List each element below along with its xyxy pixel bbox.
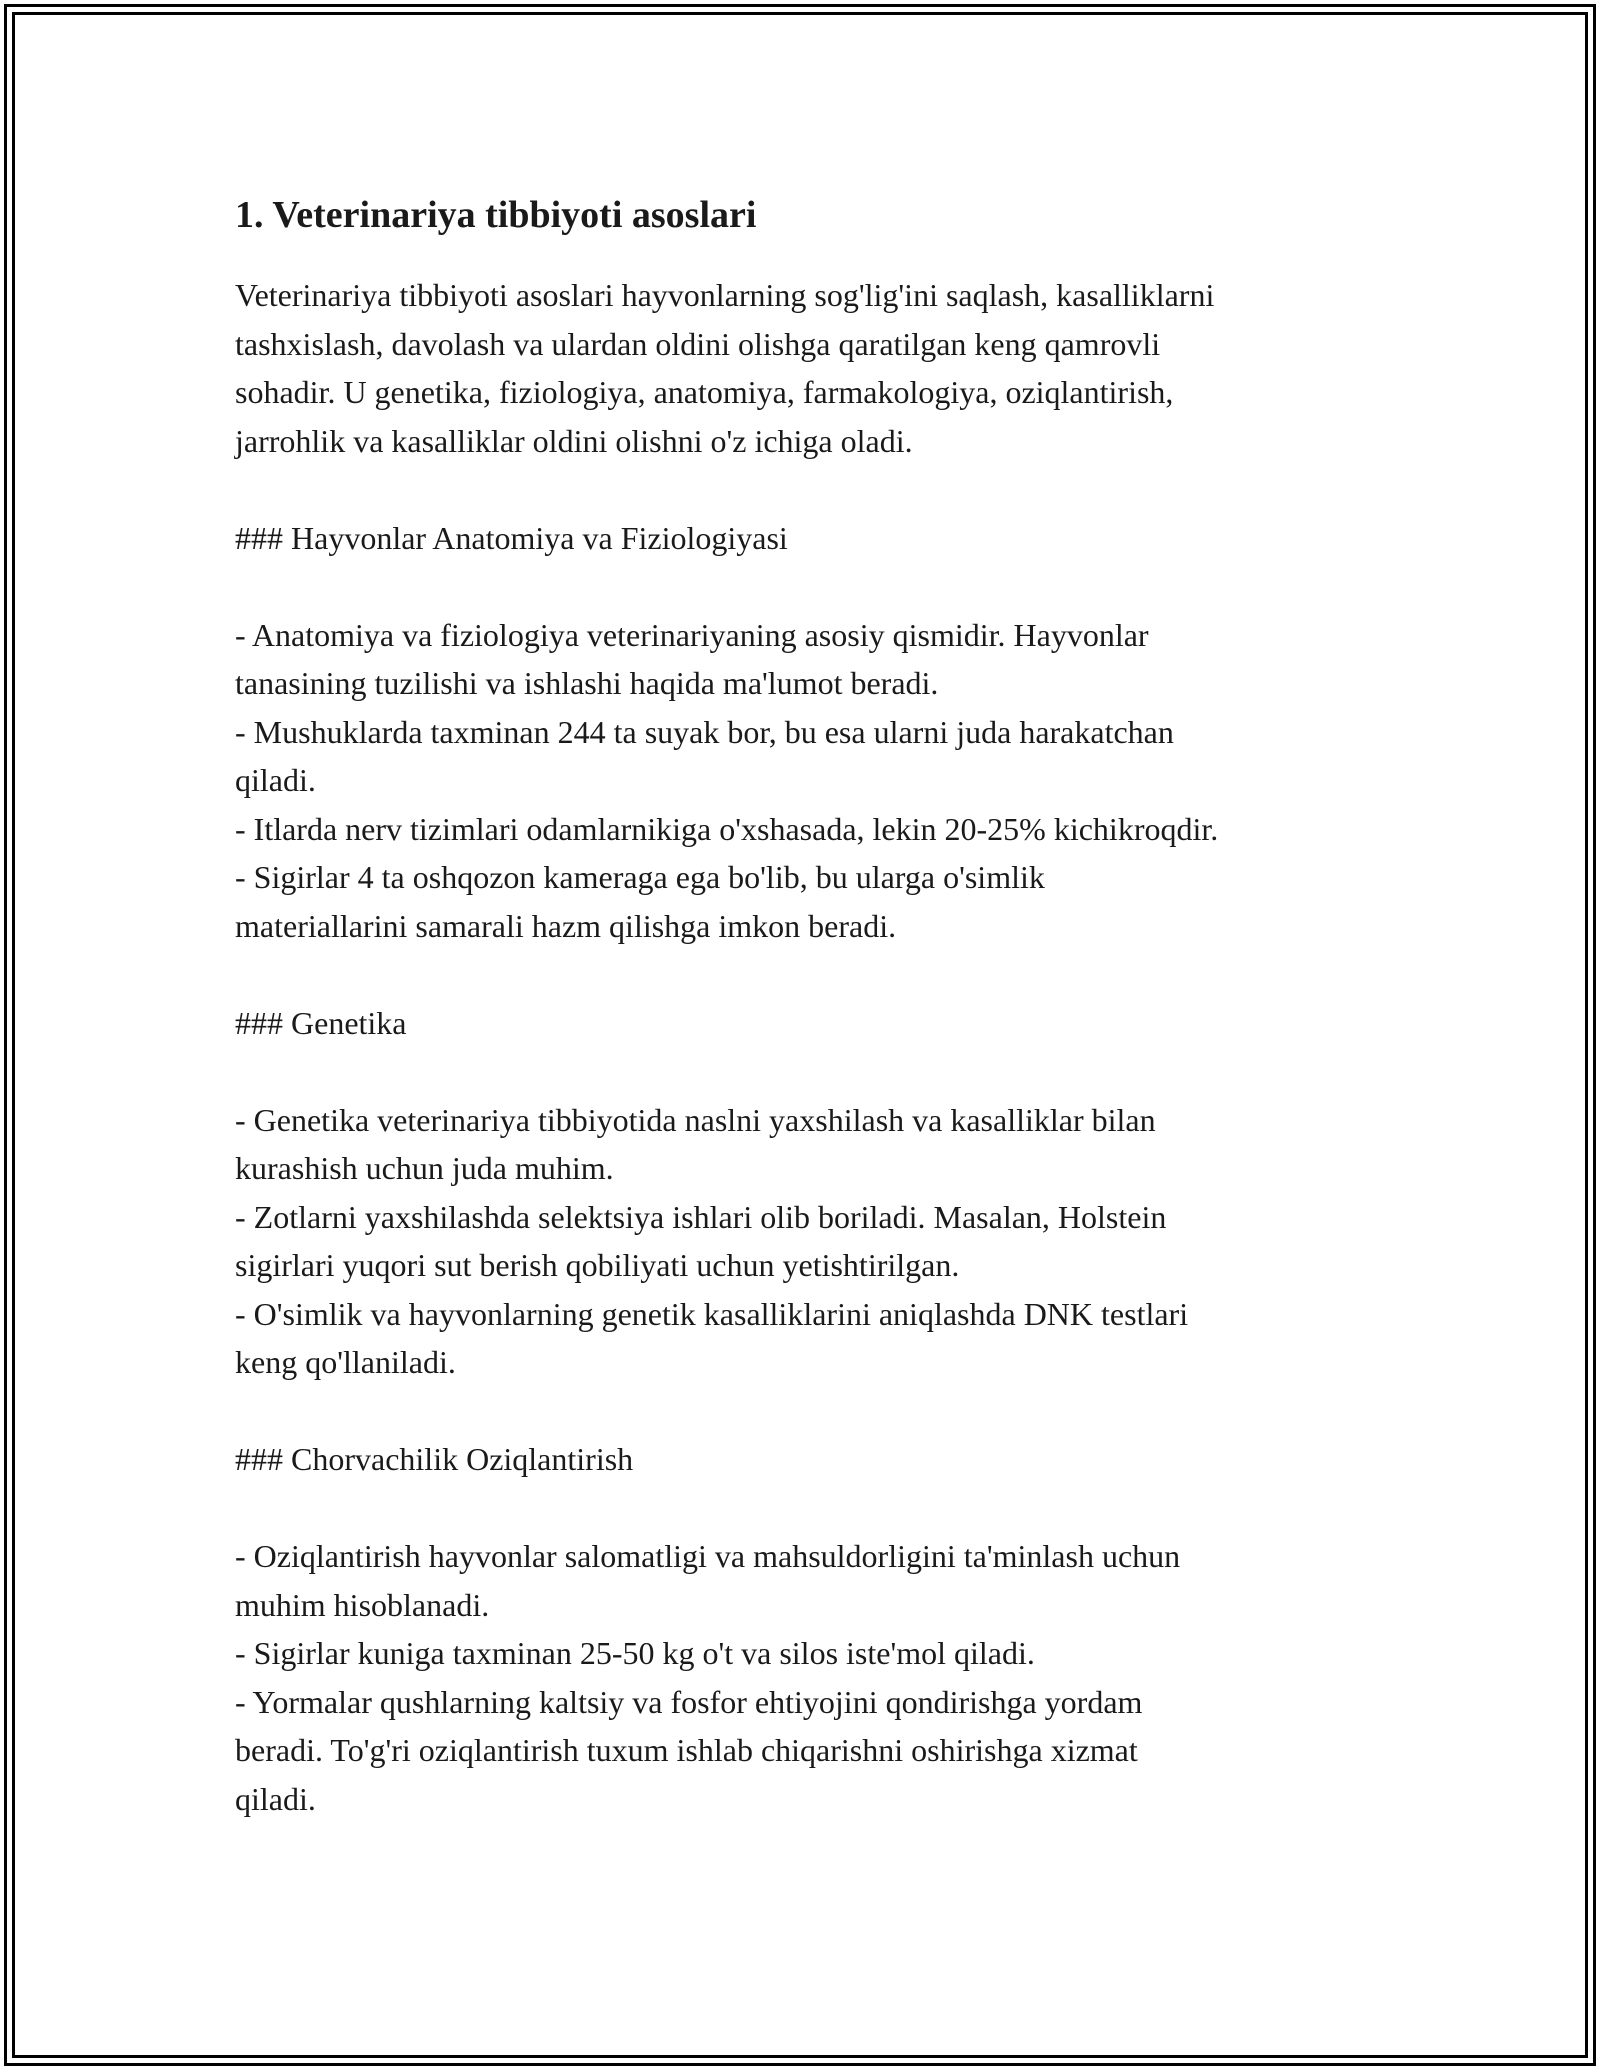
bullet-line: - O'simlik va hayvonlarning genetik kasalliklarini aniqlashda DNK testlari <box>235 1295 1189 1332</box>
bullet-line: - Genetika veterinariya tibbiyotida naslni yaxshilash va kasalliklar bilan <box>235 1101 1156 1138</box>
paragraph-line: qiladi. <box>235 1780 316 1817</box>
section-heading: ### Chorvachilik Oziqlantirish <box>235 1441 634 1477</box>
bullet-line: - Mushuklarda taxminan 244 ta suyak bor, bu esa ularni juda harakatchan <box>235 713 1174 750</box>
paragraph-line: kurashish uchun juda muhim. <box>235 1150 614 1186</box>
paragraph-line: sigirlari yuqori sut berish qobiliyati uchun yetishtirilgan. <box>235 1247 960 1283</box>
paragraph-line: tanasining tuzilishi va ishlashi haqida ma'lumot beradi. <box>235 665 939 701</box>
section-heading: ### Genetika <box>235 1004 407 1041</box>
blank-line <box>235 465 1395 514</box>
blank-line <box>235 1047 1395 1096</box>
paragraph-line: Veterinariya tibbiyoti asoslari hayvonlarning sog'lig'ini saqlash, kasalliklarni <box>235 277 1215 313</box>
document-title: 1. Veterinariya tibbiyoti asoslari <box>235 194 757 236</box>
blank-line <box>235 1484 1395 1533</box>
document-body <box>235 271 1395 1823</box>
paragraph-line: qiladi. <box>235 762 316 798</box>
bullet-line: - Oziqlantirish hayvonlar salomatligi va mahsuldorligini ta'minlash uchun <box>235 1538 1181 1574</box>
bullet-line: - Anatomiya va fiziologiya veterinariyaning asosiy qismidir. Hayvonlar <box>235 616 1149 653</box>
bullet-line: - Sigirlar kuniga taxminan 25-50 kg o't va silos iste'mol qiladi. <box>235 1635 1035 1671</box>
bullet-line: - Itlarda nerv tizimlari odamlarnikiga o'xshasada, lekin 20-25% kichikroqdir. <box>235 810 1219 847</box>
document-content <box>235 185 1395 1823</box>
paragraph-line: tashxislash, davolash va ulardan oldini olishga qaratilgan keng qamrovli <box>235 325 1161 362</box>
bullet-line: - Zotlarni yaxshilashda selektsiya ishlari olib boriladi. Masalan, Holstein <box>235 1198 1167 1235</box>
paragraph-line: jarrohlik va kasalliklar oldini olishni o'z ichiga oladi. <box>235 422 913 459</box>
bullet-line: - Sigirlar 4 ta oshqozon kameraga ega bo'lib, bu ularga o'simlik <box>235 859 1045 895</box>
paragraph-line: keng qo'llaniladi. <box>235 1344 456 1380</box>
bullet-line: - Yormalar qushlarning kaltsiy va fosfor ehtiyojini qondirishga yordam <box>235 1683 1143 1720</box>
blank-line <box>235 562 1395 611</box>
paragraph-line: sohadir. U genetika, fiziologiya, anatomiya, farmakologiya, oziqlantirish, <box>235 374 1174 410</box>
section-heading: ### Hayvonlar Anatomiya va Fiziologiyasi <box>235 519 788 556</box>
paragraph-line: muhim hisoblanadi. <box>235 1586 490 1623</box>
paragraph-line: beradi. To'g'ri oziqlantirish tuxum ishlab chiqarishni oshirishga xizmat <box>235 1732 1138 1768</box>
paragraph-line: materiallarini samarali hazm qilishga imkon beradi. <box>235 907 897 944</box>
blank-line <box>235 1387 1395 1436</box>
blank-line <box>235 950 1395 999</box>
